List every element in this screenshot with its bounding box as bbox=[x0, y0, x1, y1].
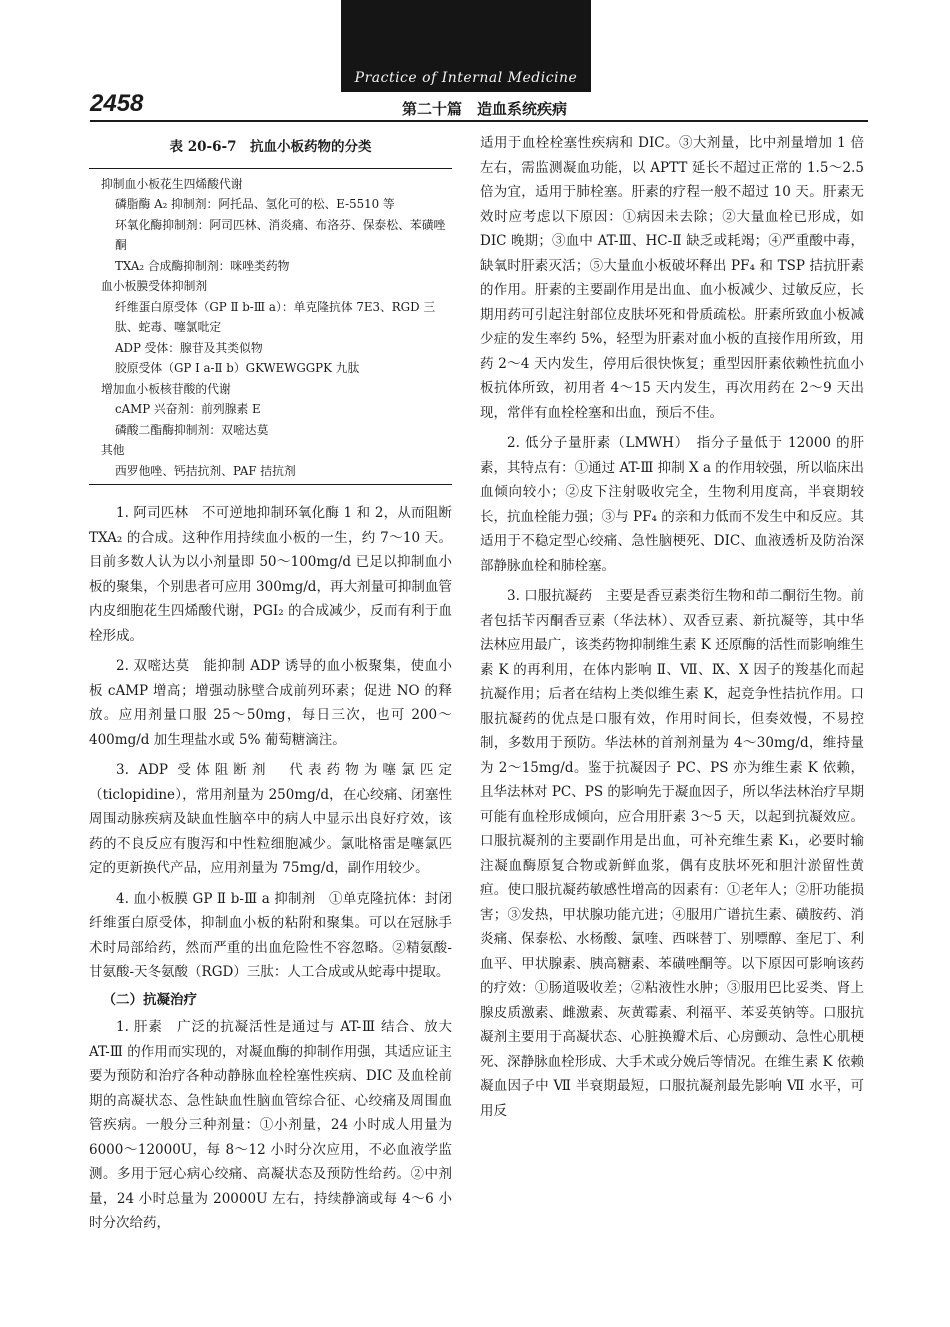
table-row: 纤维蛋白原受体（GP Ⅱ b-Ⅲ a）：单克隆抗体 7E3、RGD 三肽、蛇毒、噻氯吡定 bbox=[115, 299, 436, 334]
header-rule bbox=[90, 120, 868, 122]
paragraph-gp-inhibitor: 4. 血小板膜 GP Ⅱ b-Ⅲ a 抑制剂 ①单克隆抗体：封闭纤维蛋白原受体，抑制血小板的粘附和聚集。可以在冠脉手术时局部给药，然而严重的出血危险性不容忽略。②精氨酸-甘氨酸-天冬氨酸（RGD）三肽：人工合成或从蛇毒中提取。 bbox=[89, 890, 452, 980]
paragraph-adp-antagonist: 3. ADP 受体阻断剂 代表药物为噻氯匹定（ticlopidine），常用剂量为 250mg/d，在心绞痛、闭塞性周围动脉疾病及缺血性脑卒中的病人中显示出良好疗效，该药的不良反应有腹泻和中性粒细胞减少。氯吡格雷是噻氯匹定的更新换代产品，应用剂量为 75mg/d，副作用较少。 bbox=[89, 762, 452, 876]
chapter-title: 第二十篇 造血系统疾病 bbox=[402, 100, 568, 118]
table-row: 磷酸二酯酶抑制剂：双嘧达莫 bbox=[115, 422, 269, 437]
table-row: cAMP 兴奋剂：前列腺素 E bbox=[115, 402, 261, 416]
table-row: 增加血小板核苷酸的代谢 bbox=[101, 381, 231, 396]
journal-header-band bbox=[341, 0, 591, 92]
table-row: 胶原受体（GP Ⅰ a-Ⅱ b）GKWEWGGPK 九肽 bbox=[115, 361, 360, 375]
section-heading-anticoagulation: （二）抗凝治疗 bbox=[102, 991, 197, 1008]
paragraph-dipyridamole: 2. 双嘧达莫 能抑制 ADP 诱导的血小板聚集，使血小板 cAMP 增高；增强动脉壁合成前列环素；促进 NO 的释放。应用剂量口服 25～50mg，每日三次，也可 200～400mg/d 加生理盐水或 5% 葡萄糖滴注。 bbox=[89, 658, 452, 748]
paragraph-lmwh: 2. 低分子量肝素（LMWH） 指分子量低于 12000 的肝素，其特点有：①通过 AT-Ⅲ 抑制 X a 的作用较强，所以临床出血倾向较小；②皮下注射吸收完全，生物利用度高，半衰期较长，抗血栓能力强；③与 PF₄ 的亲和力低而不发生中和反应。其适用于不稳定型心绞痛、急性脑梗死、DIC、血液透析及防治深部静脉血栓和肺栓塞。 bbox=[480, 435, 864, 574]
left-column bbox=[89, 131, 452, 1236]
table-row: 血小板膜受体抑制剂 bbox=[101, 279, 208, 293]
table-row: TXA₂ 合成酶抑制剂：咪唑类药物 bbox=[115, 258, 290, 273]
classification-table bbox=[89, 169, 452, 485]
table-row: 其他 bbox=[101, 443, 125, 457]
table-row: 环氧化酶抑制剂：阿司匹林、消炎痛、布洛芬、保泰松、苯磺唑酮 bbox=[115, 217, 446, 252]
page-number: 2458 bbox=[90, 90, 144, 117]
table-row: ADP 受体：腺苷及其类似物 bbox=[115, 340, 263, 355]
paragraph-heparin-continued: 适用于血栓栓塞性疾病和 DIC。③大剂量，比中剂量增加 1 倍左右，需监测凝血功能，以 APTT 延长不超过正常的 1.5～2.5 倍为宜，适用于肺栓塞。肝素的疗程一般不超过 10 天。肝素无效时应考虑以下原因：①病因未去除；②大量血栓已形成，如 DIC 晚期；③血中 AT-Ⅲ、HC-Ⅱ 缺乏或耗竭；④严重酸中毒，缺氧时肝素灭活；⑤大量血小板破坏释出 PF₄ 和 TSP 拮抗肝素的作用。肝素的主要副作用是出血、血小板减少、过敏反应，长期用药可引起注射部位皮肤坏死和骨质疏松。肝素所致血小板减少症的发生率约 5%，轻型为肝素对血小板的直接作用所致，用药 2～4 天内发生，停用后很快恢复；重型因肝素依赖性抗血小板抗体所致，初用者 4～15 天内发生，再次用药在 2～9 天出现，常伴有血栓栓塞和出血，预后不佳。 bbox=[480, 135, 864, 421]
right-column bbox=[480, 131, 864, 1123]
table-row: 抑制血小板花生四烯酸代谢 bbox=[101, 176, 243, 191]
table-row: 西罗他唑、钙拮抗剂、PAF 拮抗剂 bbox=[115, 463, 296, 478]
paragraph-oral-anticoagulants: 3. 口服抗凝药 主要是香豆素类衍生物和茚二酮衍生物。前者包括苄丙酮香豆素（华法林）、双香豆素、新抗凝等，其中华法林应用最广，该类药物抑制维生素 K 还原酶的活性而影响维生素 K 的再利用，在体内影响 Ⅱ、Ⅶ、Ⅸ、X 因子的羧基化而起抗凝作用；后者在结构上类似维生素 K，起竞争性拮抗作用。口服抗凝药的优点是口服有效，作用时间长，但奏效慢，不易控制，多数用于预防。华法林的首剂剂量为 4～30mg/d，维持量为 2～15mg/d。鉴于抗凝因子 PC、PS 亦为维生素 K 依赖，且华法林对 PC、PS 的影响先于凝血因子，所以华法林治疗早期可能有血栓形成倾向，应合用肝素 3～5 天，以起到抗凝效应。口服抗凝剂的主要副作用是出血，可补充维生素 K₁，必要时输注凝血酶原复合物或新鲜血浆，偶有皮肤坏死和胆汁淤留性黄疸。使口服抗凝药敏感性增高的因素有：①老年人；②肝功能损害；③发热，甲状腺功能亢进；④服用广谱抗生素、磺胺药、消炎痛、保泰松、水杨酸、氯喹、西咪替丁、别嘌醇、奎尼丁、利血平、甲状腺素、胰高糖素、苯磺唑酮等。以下原因可影响该药的疗效：①肠道吸收差；②粘液性水肿；③服用巴比妥类、肾上腺皮质激素、雌激素、灰黄霉素、利福平、苯妥英钠等。口服抗凝剂主要用于高凝状态、心脏换瓣术后、心房颤动、急性心肌梗死、深静脉血栓形成、大手术或分娩后等情况。在维生素 K 依赖凝血因子中 Ⅶ 半衰期最短，口服抗凝剂最先影响 Ⅶ 水平，可用反 bbox=[480, 588, 864, 1119]
journal-title: Practice of Internal Medicine bbox=[354, 70, 578, 86]
table-title: 表 20-6-7 抗血小板药物的分类 bbox=[169, 139, 372, 155]
table-row: 磷脂酶 A₂ 抑制剂：阿托品、氢化可的松、E-5510 等 bbox=[115, 197, 395, 211]
paragraph-heparin: 1. 肝素 广泛的抗凝活性是通过与 AT-Ⅲ 结合、放大 AT-Ⅲ 的作用而实现的，对凝血酶的抑制作用强，其适应证主要为预防和治疗各种动静脉血栓栓塞性疾病、DIC 及血栓前期的高凝状态、急性缺血性脑血管综合征、心绞痛及周围血管疾病。一般分三种剂量：①小剂量，24 小时成人用量为 6000～12000U，每 8～12 小时分次应用，不必血液学监测。多用于冠心病心绞痛、高凝状态及预防性给药。②中剂量，24 小时总量为 20000U 左右，持续静滴或每 4～6 小时分次给药， bbox=[89, 1019, 452, 1231]
table-bottom-rule bbox=[89, 484, 452, 485]
paragraph-aspirin: 1. 阿司匹林 不可逆地抑制环氧化酶 1 和 2，从而阻断 TXA₂ 的合成。这种作用持续血小板的一生，约 7～10 天。目前多数人认为以小剂量即 50～100mg/d 已足以抑制血小板的聚集，个别患者可应用 300mg/d，再大剂量可抑制血管内皮细胞花生四烯酸代谢，PGI₂ 的合成减少，反而有利于血栓形成。 bbox=[89, 505, 452, 644]
